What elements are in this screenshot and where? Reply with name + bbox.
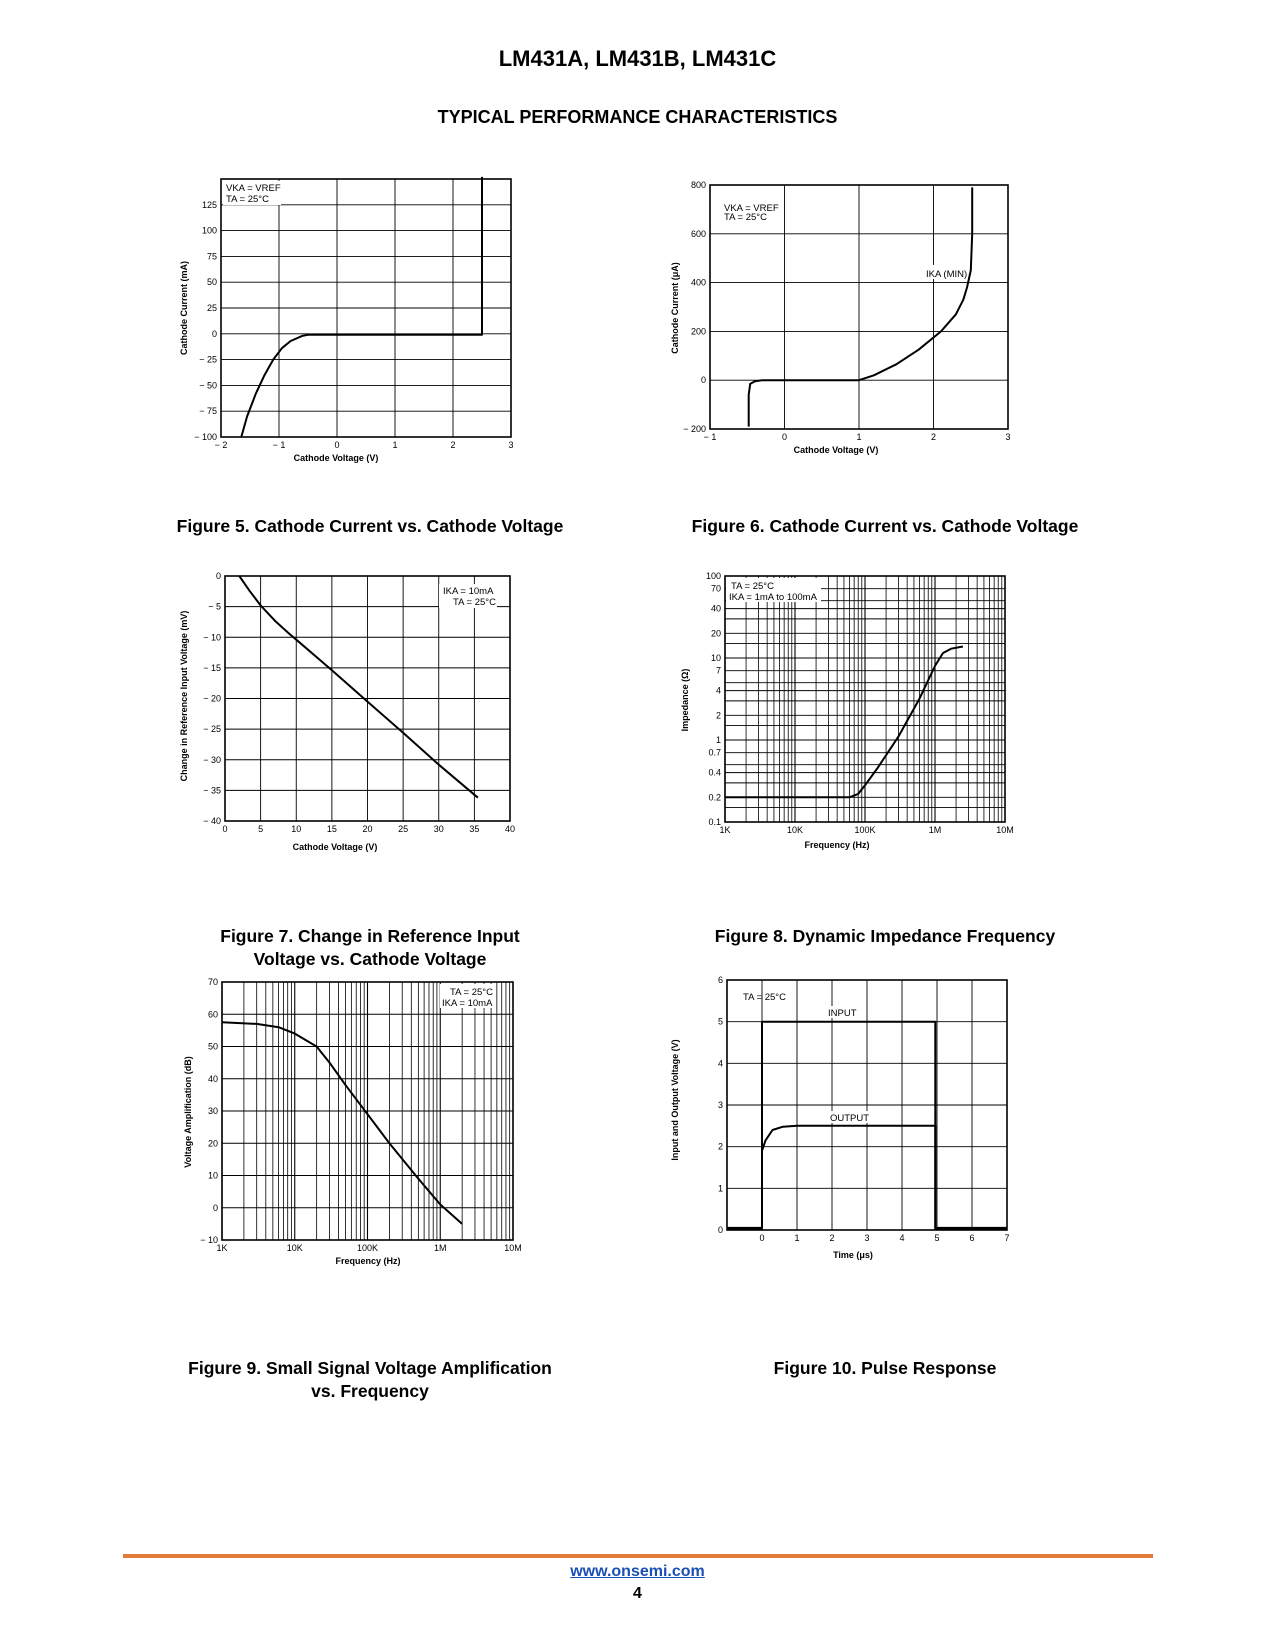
figure-6-chart: [670, 175, 1030, 475]
x-tick-label: 100K: [356, 1243, 379, 1253]
annotation: VKA = VREF: [724, 203, 779, 214]
chart-svg: [175, 972, 535, 1272]
y-tick-label: − 35: [203, 785, 221, 796]
y-tick-label: − 50: [199, 380, 217, 391]
x-axis-label: Frequency (Hz): [335, 1256, 401, 1266]
x-tick-label: 2: [450, 440, 456, 450]
y-tick-label: − 75: [199, 406, 217, 417]
annotation: TA = 25°C: [226, 194, 269, 205]
y-axis-label: Cathode Current (μA): [670, 262, 680, 354]
annotation: VKA = VREF: [226, 183, 281, 194]
y-tick-label: 75: [206, 251, 217, 262]
y-tick-label: 100: [705, 571, 721, 581]
figure-9-caption: Figure 9. Small Signal Voltage Amplification vs. Frequency: [188, 1358, 552, 1401]
x-tick-label: 6: [969, 1233, 975, 1243]
x-tick-label: 1: [856, 432, 862, 442]
x-tick-label: 3: [1005, 432, 1011, 442]
y-tick-label: 800: [690, 180, 706, 190]
chart-svg: [670, 570, 1030, 870]
y-tick-label: 0: [717, 1225, 723, 1235]
x-tick-label: 0: [759, 1233, 765, 1243]
y-tick-label: 4: [715, 685, 721, 696]
x-axis-label: Cathode Voltage (V): [292, 842, 378, 852]
x-tick-label: 35: [469, 824, 480, 834]
footer-rule: [123, 1554, 1153, 1558]
y-tick-label: 600: [690, 228, 706, 239]
figure-7-chart: [175, 570, 535, 870]
y-tick-label: 0: [211, 328, 217, 339]
chart-svg: [175, 570, 535, 870]
x-tick-label: 1K: [216, 1243, 228, 1253]
y-tick-label: − 100: [194, 432, 217, 442]
x-tick-label: 5: [934, 1233, 940, 1243]
annotation: IKA (MIN): [926, 269, 968, 280]
chart-svg: [670, 972, 1030, 1272]
x-tick-label: 3: [864, 1233, 870, 1243]
y-tick-label: − 200: [683, 424, 706, 434]
y-tick-label: 25: [206, 303, 217, 313]
y-tick-label: − 40: [203, 816, 221, 826]
x-tick-label: 10: [291, 824, 302, 834]
y-tick-label: 5: [717, 1016, 723, 1027]
y-tick-label: 30: [207, 1106, 218, 1116]
figure-8-caption: Figure 8. Dynamic Impedance Frequency: [714, 926, 1056, 946]
x-tick-label: 1: [794, 1233, 800, 1243]
y-tick-label: − 10: [200, 1235, 218, 1245]
grid: [727, 980, 1007, 1230]
x-tick-label: 10M: [996, 825, 1014, 835]
y-tick-label: 400: [690, 277, 706, 288]
y-tick-label: 0: [700, 375, 706, 386]
series-line-ik: [241, 177, 482, 437]
figure-5-caption: Figure 5. Cathode Current vs. Cathode Voltage: [176, 516, 564, 536]
x-tick-label: 2: [930, 432, 937, 442]
x-axis-label: Frequency (Hz): [804, 840, 870, 850]
x-tick-label: 4: [899, 1233, 905, 1243]
x-tick-label: 10K: [286, 1243, 303, 1253]
y-tick-label: 3: [717, 1100, 723, 1110]
y-tick-label: 100: [201, 225, 217, 236]
y-tick-label: 10: [710, 653, 721, 663]
annotation: TA = 25°C: [743, 992, 786, 1003]
y-tick-label: 1: [717, 1183, 723, 1194]
section-title: TYPICAL PERFORMANCE CHARACTERISTICS: [437, 107, 838, 127]
figure-7-caption: Figure 7. Change in Reference Input Voltage vs. Cathode Voltage: [220, 926, 520, 969]
y-tick-label: − 15: [203, 662, 221, 673]
x-tick-label: 20: [362, 824, 373, 834]
page-number: 4: [633, 1585, 642, 1602]
y-tick-label: 0.2: [708, 792, 721, 803]
x-tick-label: 1M: [928, 825, 942, 835]
y-tick-label: − 25: [203, 724, 221, 735]
y-axis-label: Change in Reference Input Voltage (mV): [179, 610, 189, 782]
y-tick-label: 125: [201, 199, 217, 210]
y-tick-label: − 25: [199, 354, 217, 365]
y-tick-label: 20: [207, 1138, 218, 1149]
y-tick-label: 2: [717, 1141, 723, 1152]
x-tick-label: − 1: [703, 432, 717, 442]
footer-link[interactable]: www.onsemi.com: [570, 1563, 705, 1580]
x-axis-label: Cathode Voltage (V): [793, 445, 879, 455]
x-tick-label: 15: [326, 824, 337, 834]
y-tick-label: 0: [215, 571, 221, 581]
y-tick-label: 1: [715, 735, 721, 745]
figure-10-caption: Figure 10. Pulse Response: [773, 1358, 997, 1378]
annotation: TA = 25°C: [453, 597, 496, 608]
x-tick-label: 0: [334, 440, 340, 450]
annotation: OUTPUT: [830, 1113, 870, 1124]
annotation: IKA = 10mA: [442, 998, 493, 1009]
x-tick-label: 10K: [786, 825, 804, 835]
y-axis-label: Impedance (Ω): [680, 668, 690, 732]
x-tick-label: 10M: [504, 1243, 522, 1253]
chart-svg: [670, 175, 1030, 475]
y-tick-label: 70: [207, 977, 218, 987]
y-tick-label: 0.7: [708, 747, 721, 758]
y-tick-label: 40: [710, 603, 721, 614]
x-tick-label: 1M: [433, 1243, 447, 1253]
y-tick-label: 2: [715, 710, 721, 721]
page-title: LM431A, LM431B, LM431C: [498, 46, 777, 71]
x-tick-label: 0: [222, 824, 228, 834]
x-tick-label: 40: [504, 824, 516, 834]
annotation: IKA = 1mA to 100mA: [729, 592, 817, 603]
annotation: TA = 25°C: [450, 987, 493, 998]
y-tick-label: − 20: [203, 693, 221, 704]
x-axis-label: Time (μs): [833, 1250, 873, 1260]
figure-8-chart: [670, 570, 1030, 870]
y-tick-label: 50: [206, 277, 217, 288]
figure-6-caption: Figure 6. Cathode Current vs. Cathode Voltage: [691, 516, 1079, 536]
y-axis-label: Input and Output Voltage (V): [670, 1039, 680, 1161]
figure-10-chart: [670, 972, 1030, 1272]
y-tick-label: 60: [207, 1009, 218, 1020]
y-axis-label: Voltage Amplification (dB): [183, 1056, 193, 1168]
y-tick-label: 0.4: [708, 767, 721, 778]
x-tick-label: 5: [258, 824, 264, 834]
x-tick-label: 0: [781, 432, 788, 442]
chart-svg: [175, 175, 535, 475]
x-axis-label: Cathode Voltage (V): [293, 453, 379, 463]
x-tick-label: 2: [829, 1233, 835, 1243]
series-line-gain: [222, 1022, 462, 1224]
x-tick-label: 30: [433, 824, 444, 834]
y-tick-label: 70: [710, 583, 721, 594]
annotation: IKA = 10mA: [443, 586, 494, 597]
y-tick-label: − 30: [203, 754, 221, 765]
y-tick-label: 7: [715, 665, 721, 676]
x-tick-label: − 1: [272, 440, 286, 450]
annotation: INPUT: [828, 1008, 857, 1019]
y-tick-label: 10: [207, 1170, 218, 1181]
y-tick-label: − 5: [208, 601, 221, 612]
x-tick-label: 1: [392, 440, 398, 450]
x-tick-label: 100K: [854, 825, 876, 835]
annotation: TA = 25°C: [724, 212, 767, 223]
y-tick-label: 6: [717, 975, 723, 985]
y-tick-label: − 10: [203, 632, 221, 643]
y-tick-label: 20: [710, 628, 721, 639]
annotation: TA = 25°C: [731, 581, 774, 592]
series-line--vref: [239, 576, 478, 798]
figure-5-chart: [175, 175, 535, 475]
x-tick-label: 1K: [719, 825, 731, 835]
y-tick-label: 50: [207, 1041, 218, 1052]
x-tick-label: − 2: [214, 440, 228, 450]
figure-9-chart: [175, 972, 535, 1272]
grid: [221, 179, 511, 437]
grid: [222, 982, 513, 1240]
y-axis-label: Cathode Current (mA): [179, 261, 189, 355]
y-tick-label: 40: [207, 1073, 218, 1084]
y-tick-label: 0.1: [708, 817, 721, 827]
x-tick-label: 3: [508, 440, 514, 450]
x-tick-label: 7: [1004, 1233, 1010, 1243]
series-line-ik: [749, 187, 973, 426]
y-tick-label: 4: [717, 1058, 723, 1069]
x-tick-label: 25: [398, 824, 409, 834]
y-tick-label: 200: [690, 326, 706, 337]
y-tick-label: 0: [212, 1202, 218, 1213]
